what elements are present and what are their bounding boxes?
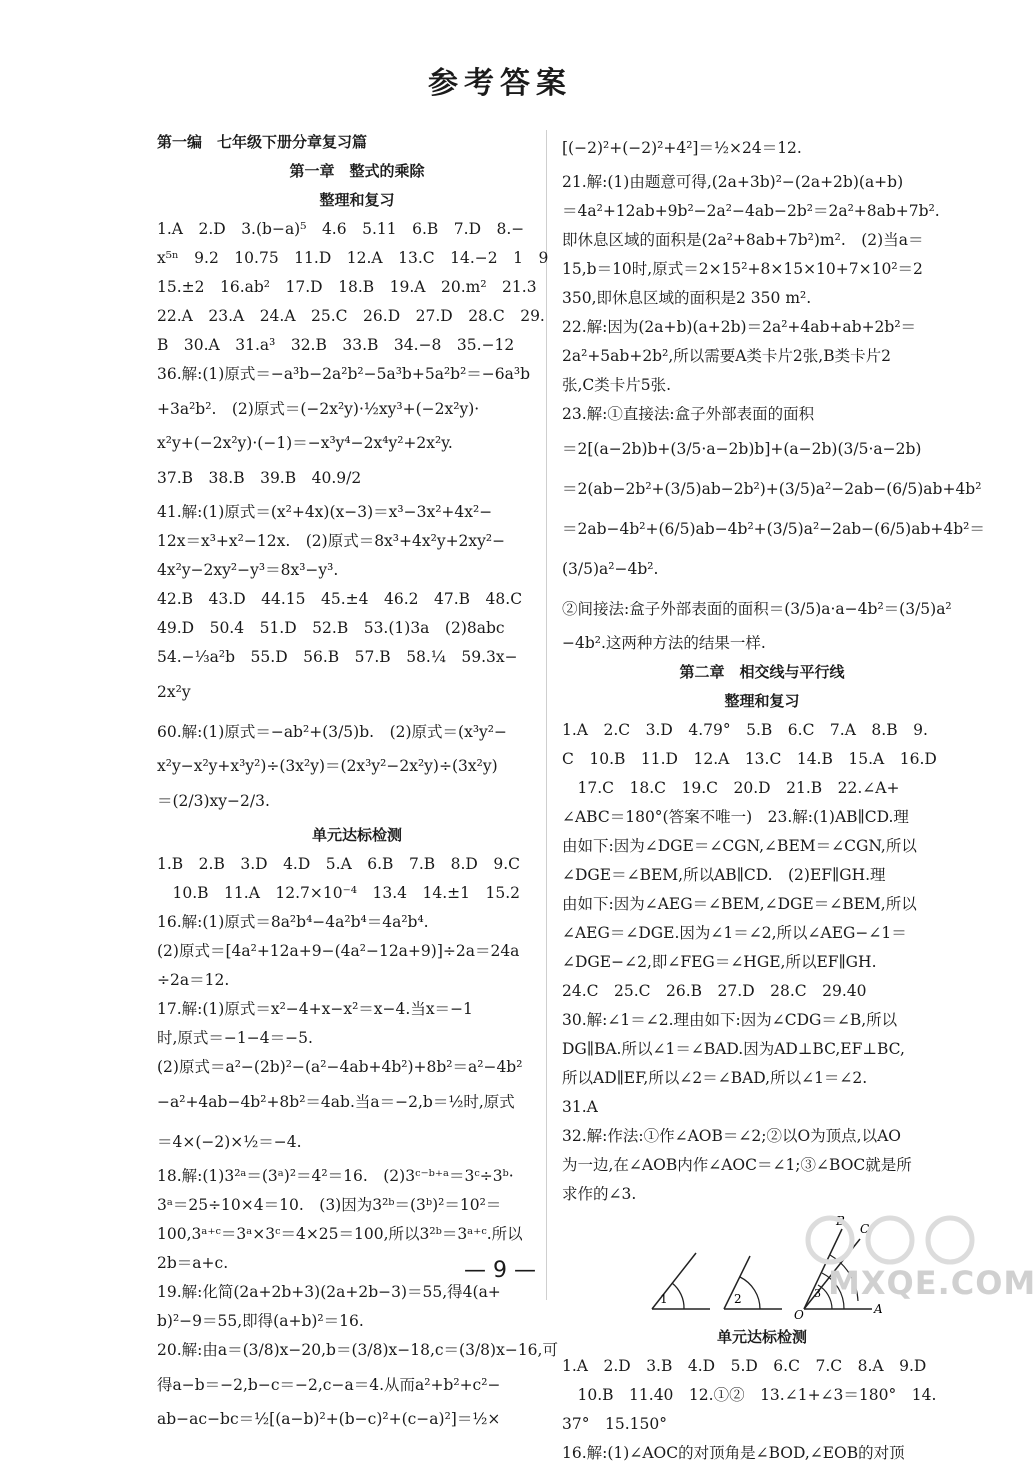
answer-line: ∠AEG＝∠DGE.因为∠1＝∠2,所以∠AEG−∠1＝ (562, 924, 907, 942)
answer-line: 1.A 2.C 3.D 4.79° 5.B 6.C 7.A 8.B 9. (562, 721, 928, 739)
answer-line: ＝2(ab−2b²+(3/5)ab−2b²)+(3/5)a²−2ab−(6/5)ab+4b² (562, 480, 982, 498)
answer-line: 32.解:作法:①作∠AOB＝∠2;②以O为顶点,以AO (562, 1127, 901, 1145)
answer-line: B 30.A 31.a³ 32.B 33.B 34.−8 35.−12 (157, 336, 515, 354)
section-heading: 第二章 相交线与平行线 (679, 663, 845, 681)
answer-line: C 10.B 11.D 12.A 13.C 14.B 15.A 16.D (562, 750, 937, 768)
answer-line: ∠DGE−∠2,即∠FEG＝∠HGE,所以EF∥GH. (562, 953, 877, 971)
answer-line: 37.B 38.B 39.B 40.9/2 (157, 469, 362, 487)
watermark-logo (790, 1212, 1036, 1317)
answer-line: x²y+(−2x²y)·(−1)＝−x³y⁴−2x⁴y²+2x²y. (157, 434, 453, 452)
answer-line: 37° 15.150° (562, 1415, 667, 1433)
point-c-label: C (860, 1222, 870, 1236)
answer-line: x²y−x²y+x³y²)÷(3x²y)＝(2x³y²−2x²y)÷(3x²y) (157, 757, 498, 775)
answer-line: ∠ABC＝180°(答案不唯一) 23.解:(1)AB∥CD.理 (562, 808, 909, 826)
page-title: 参考答案 (428, 66, 572, 101)
answer-line: ＝2[(a−2b)b+(3/5·a−2b)b]+(a−2b)(3/5·a−2b) (562, 440, 922, 458)
answer-line: 2b＝a+c. (157, 1254, 229, 1272)
answer-line: [(−2)²+(−2)²+4²]＝½×24＝12. (562, 139, 802, 157)
answer-line: ＝(2/3)xy−2/3. (157, 792, 270, 810)
section-heading: 整理和复习 (724, 692, 800, 710)
answer-line: 张,C类卡片5张. (562, 376, 672, 394)
answer-line: 为一边,在∠AOB内作∠AOC＝∠1;③∠BOC就是所 (562, 1156, 912, 1174)
answer-line: ＝4a²+12ab+9b²−2a²−4ab−2b²＝2a²+8ab+7b². (562, 202, 940, 220)
answer-line: 17.C 18.C 19.C 20.D 21.B 22.∠A+ (562, 779, 900, 797)
answer-line: ＝2ab−4b²+(6/5)ab−4b²+(3/5)a²−2ab−(6/5)ab+4b²＝ (562, 520, 985, 538)
answer-line: 31.A (562, 1098, 598, 1116)
section-heading: 第一编 七年级下册分章复习篇 (157, 133, 368, 151)
angle-1-label: 1 (660, 1292, 668, 1306)
answer-line: 18.解:(1)3²ᵃ＝(3ᵃ)²＝4²＝16. (2)3ᶜ⁻ᵇ⁺ᵃ＝3ᶜ÷3ᵇ· (157, 1167, 514, 1185)
answer-line: 即休息区域的面积是(2a²+8ab+7b²)m². (2)当a＝ (562, 231, 924, 249)
answer-line: 17.解:(1)原式＝x²−4+x−x²＝x−4.当x＝−1 (157, 1000, 473, 1018)
point-b-label: B (836, 1214, 845, 1228)
answer-line: 16.解:(1)∠AOC的对顶角是∠BOD,∠EOB的对顶 (562, 1444, 905, 1462)
answer-line: 41.解:(1)原式＝(x²+4x)(x−3)＝x³−3x²+4x²− (157, 503, 493, 521)
watermark-text: MXQE.COM (828, 1264, 1036, 1302)
answer-line: 24.C 25.C 26.B 27.D 28.C 29.40 (562, 982, 867, 1000)
answer-line: 由如下:因为∠DGE＝∠CGN,∠BEM＝∠CGN,所以 (562, 837, 917, 855)
answer-line: 12x＝x³+x²−12x. (2)原式＝8x³+4x²y+2xy²− (157, 532, 506, 550)
point-a-label: A (874, 1302, 883, 1316)
answer-line: 30.解:∠1＝∠2.理由如下:因为∠CDG＝∠B,所以 (562, 1011, 898, 1029)
answer-line: 100,3ᵃ⁺ᶜ＝3ᵃ×3ᶜ＝4×25＝100,所以3²ᵇ＝3ᵃ⁺ᶜ.所以 (157, 1225, 523, 1243)
answer-line: ②间接法:盒子外部表面的面积＝(3/5)a·a−4b²＝(3/5)a² (562, 600, 952, 618)
left-column (157, 128, 557, 1434)
answer-line: 42.B 43.D 44.15 45.±4 46.2 47.B 48.C (157, 590, 523, 608)
answer-line: −a²+4ab−4b²+8b²＝4ab.当a＝−2,b＝½时,原式 (157, 1093, 515, 1111)
answer-line: ÷2a＝12. (157, 971, 230, 989)
answer-line: ∠DGE＝∠BEM,所以AB∥CD. (2)EF∥GH.理 (562, 866, 886, 884)
section-heading: 第一章 整式的乘除 (289, 162, 425, 180)
answer-line: 36.解:(1)原式＝−a³b−2a²b²−5a³b+5a²b²＝−6a³b (157, 365, 531, 383)
answer-line: 求作的∠3. (562, 1185, 637, 1203)
answer-line: 1.A 2.D 3.B 4.D 5.D 6.C 7.C 8.A 9.D (562, 1357, 927, 1375)
answer-line: 54.−⅓a²b 55.D 56.B 57.B 58.¼ 59.3x− (157, 648, 518, 666)
answer-line: 19.解:化简(2a+2b+3)(2a+2b−3)＝55,得4(a+ (157, 1283, 501, 1301)
answer-line: 60.解:(1)原式＝−ab²+(3/5)b. (2)原式＝(x³y²− (157, 723, 507, 741)
answer-line: ab−ac−bc＝½[(a−b)²+(b−c)²+(c−a)²]＝½× (157, 1410, 501, 1428)
answer-line: ＝4×(−2)×½＝−4. (157, 1133, 302, 1151)
point-o-label: O (794, 1308, 804, 1322)
answer-line: 15,b＝10时,原式＝2×15²+8×15×10+7×10²＝2 (562, 260, 923, 278)
answer-line: 20.解:由a＝(3/8)x−20,b＝(3/8)x−18,c＝(3/8)x−16,可 (157, 1341, 558, 1359)
angle-2-label: 2 (734, 1292, 742, 1306)
answer-line: (3/5)a²−4b². (562, 560, 659, 578)
section-heading: 单元达标检测 (716, 1328, 807, 1346)
answer-line: 2a²+5ab+2b²,所以需要A类卡片2张,B类卡片2 (562, 347, 891, 365)
page-number: — 9 — (464, 1258, 536, 1283)
answer-line: 3ᵃ＝25÷10×4＝10. (3)因为3²ᵇ＝(3ᵇ)²＝10²＝ (157, 1196, 502, 1214)
answer-line: 时,原式＝−1−4＝−5. (157, 1029, 313, 1047)
answer-line: +3a²b². (2)原式＝(−2x²y)·½xy³+(−2x²y)· (157, 400, 480, 418)
section-heading: 整理和复习 (319, 191, 395, 209)
answer-line: −4b².这两种方法的结果一样. (562, 634, 766, 652)
section-heading: 单元达标检测 (311, 826, 402, 844)
answer-line: x⁵ⁿ 9.2 10.75 11.D 12.A 13.C 14.−2 1 9 (157, 249, 549, 267)
answer-line: b)²−9＝55,即得(a+b)²＝16. (157, 1312, 364, 1330)
answer-line: (2)原式＝a²−(2b)²−(a²−4ab+4b²)+8b²＝a²−4b² (157, 1058, 523, 1076)
answer-line: 22.A 23.A 24.A 25.C 26.D 27.D 28.C 29. (157, 307, 545, 325)
answer-line: 21.解:(1)由题意可得,(2a+3b)²−(2a+2b)(a+b) (562, 173, 904, 191)
answer-line: 1.A 2.D 3.(b−a)⁵ 4.6 5.11 6.B 7.D 8.− (157, 220, 525, 238)
answer-line: 10.B 11.A 12.7×10⁻⁴ 13.4 14.±1 15.2 (157, 884, 521, 902)
answer-line: 4x²y−2xy²−y³＝8x³−y³. (157, 561, 339, 579)
answer-line: 得a−b＝−2,b−c＝−2,c−a＝4.从而a²+b²+c²− (157, 1376, 501, 1394)
answer-line: 2x²y (157, 683, 191, 701)
answer-line: 所以AD∥EF,所以∠2＝∠BAD,所以∠1＝∠2. (562, 1069, 868, 1087)
answer-line: 由如下:因为∠AEG＝∠BEM,∠DGE＝∠BEM,所以 (562, 895, 917, 913)
answer-line: 15.±2 16.ab² 17.D 18.B 19.A 20.m² 21.3 (157, 278, 537, 296)
answer-line: 16.解:(1)原式＝8a²b⁴−4a²b⁴＝4a²b⁴. (157, 913, 429, 931)
answer-line: DG∥BA.所以∠1＝∠BAD.因为AD⊥BC,EF⊥BC, (562, 1040, 905, 1058)
answer-line: 10.B 11.40 12.①② 13.∠1+∠3＝180° 14. (562, 1386, 937, 1404)
answer-line: 23.解:①直接法:盒子外部表面的面积 (562, 405, 815, 423)
answer-line: (2)原式＝[4a²+12a+9−(4a²−12a+9)]÷2a＝24a (157, 942, 520, 960)
angle-3-label: 3 (814, 1287, 821, 1300)
answer-line: 22.解:因为(2a+b)(a+2b)＝2a²+4ab+ab+2b²＝ (562, 318, 917, 336)
answer-line: 1.B 2.B 3.D 4.D 5.A 6.B 7.B 8.D 9.C (157, 855, 520, 873)
answer-line: 49.D 50.4 51.D 52.B 53.(1)3a (2)8abc (157, 619, 505, 637)
answer-line: 350,即休息区域的面积是2 350 m². (562, 289, 812, 307)
